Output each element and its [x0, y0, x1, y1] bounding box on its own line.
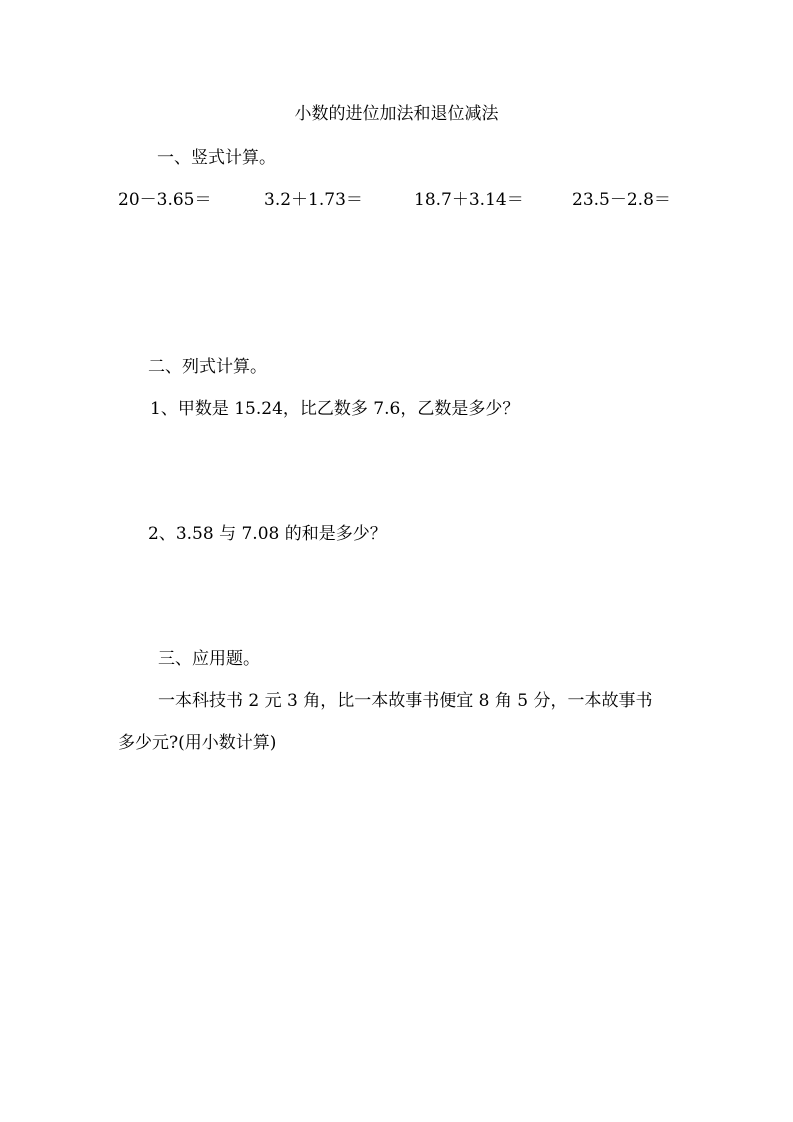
word-problem-line-1: 一本科技书 2 元 3 角，比一本故事书便宜 8 角 5 分，一本故事书 — [158, 691, 653, 711]
calculation-problem-1: 20－3.65＝ — [118, 190, 212, 210]
calculation-problem-4: 23.5－2.8＝ — [572, 190, 671, 210]
calculation-problem-3: 18.7＋3.14＝ — [414, 190, 524, 210]
section-heading-word-problem: 三、应用题。 — [158, 649, 260, 669]
section-heading-equation-calculation: 二、列式计算。 — [148, 357, 267, 377]
equation-question-2: 2、3.58 与 7.08 的和是多少？ — [148, 524, 387, 544]
equation-question-1: 1、甲数是 15.24，比乙数多 7.6，乙数是多少？ — [150, 399, 520, 419]
calculation-problem-2: 3.2＋1.73＝ — [264, 190, 363, 210]
section-heading-vertical-calculation: 一、竖式计算。 — [157, 148, 276, 168]
word-problem-line-2: 多少元?(用小数计算) — [118, 733, 277, 753]
worksheet-title: 小数的进位加法和退位减法 — [294, 104, 499, 124]
